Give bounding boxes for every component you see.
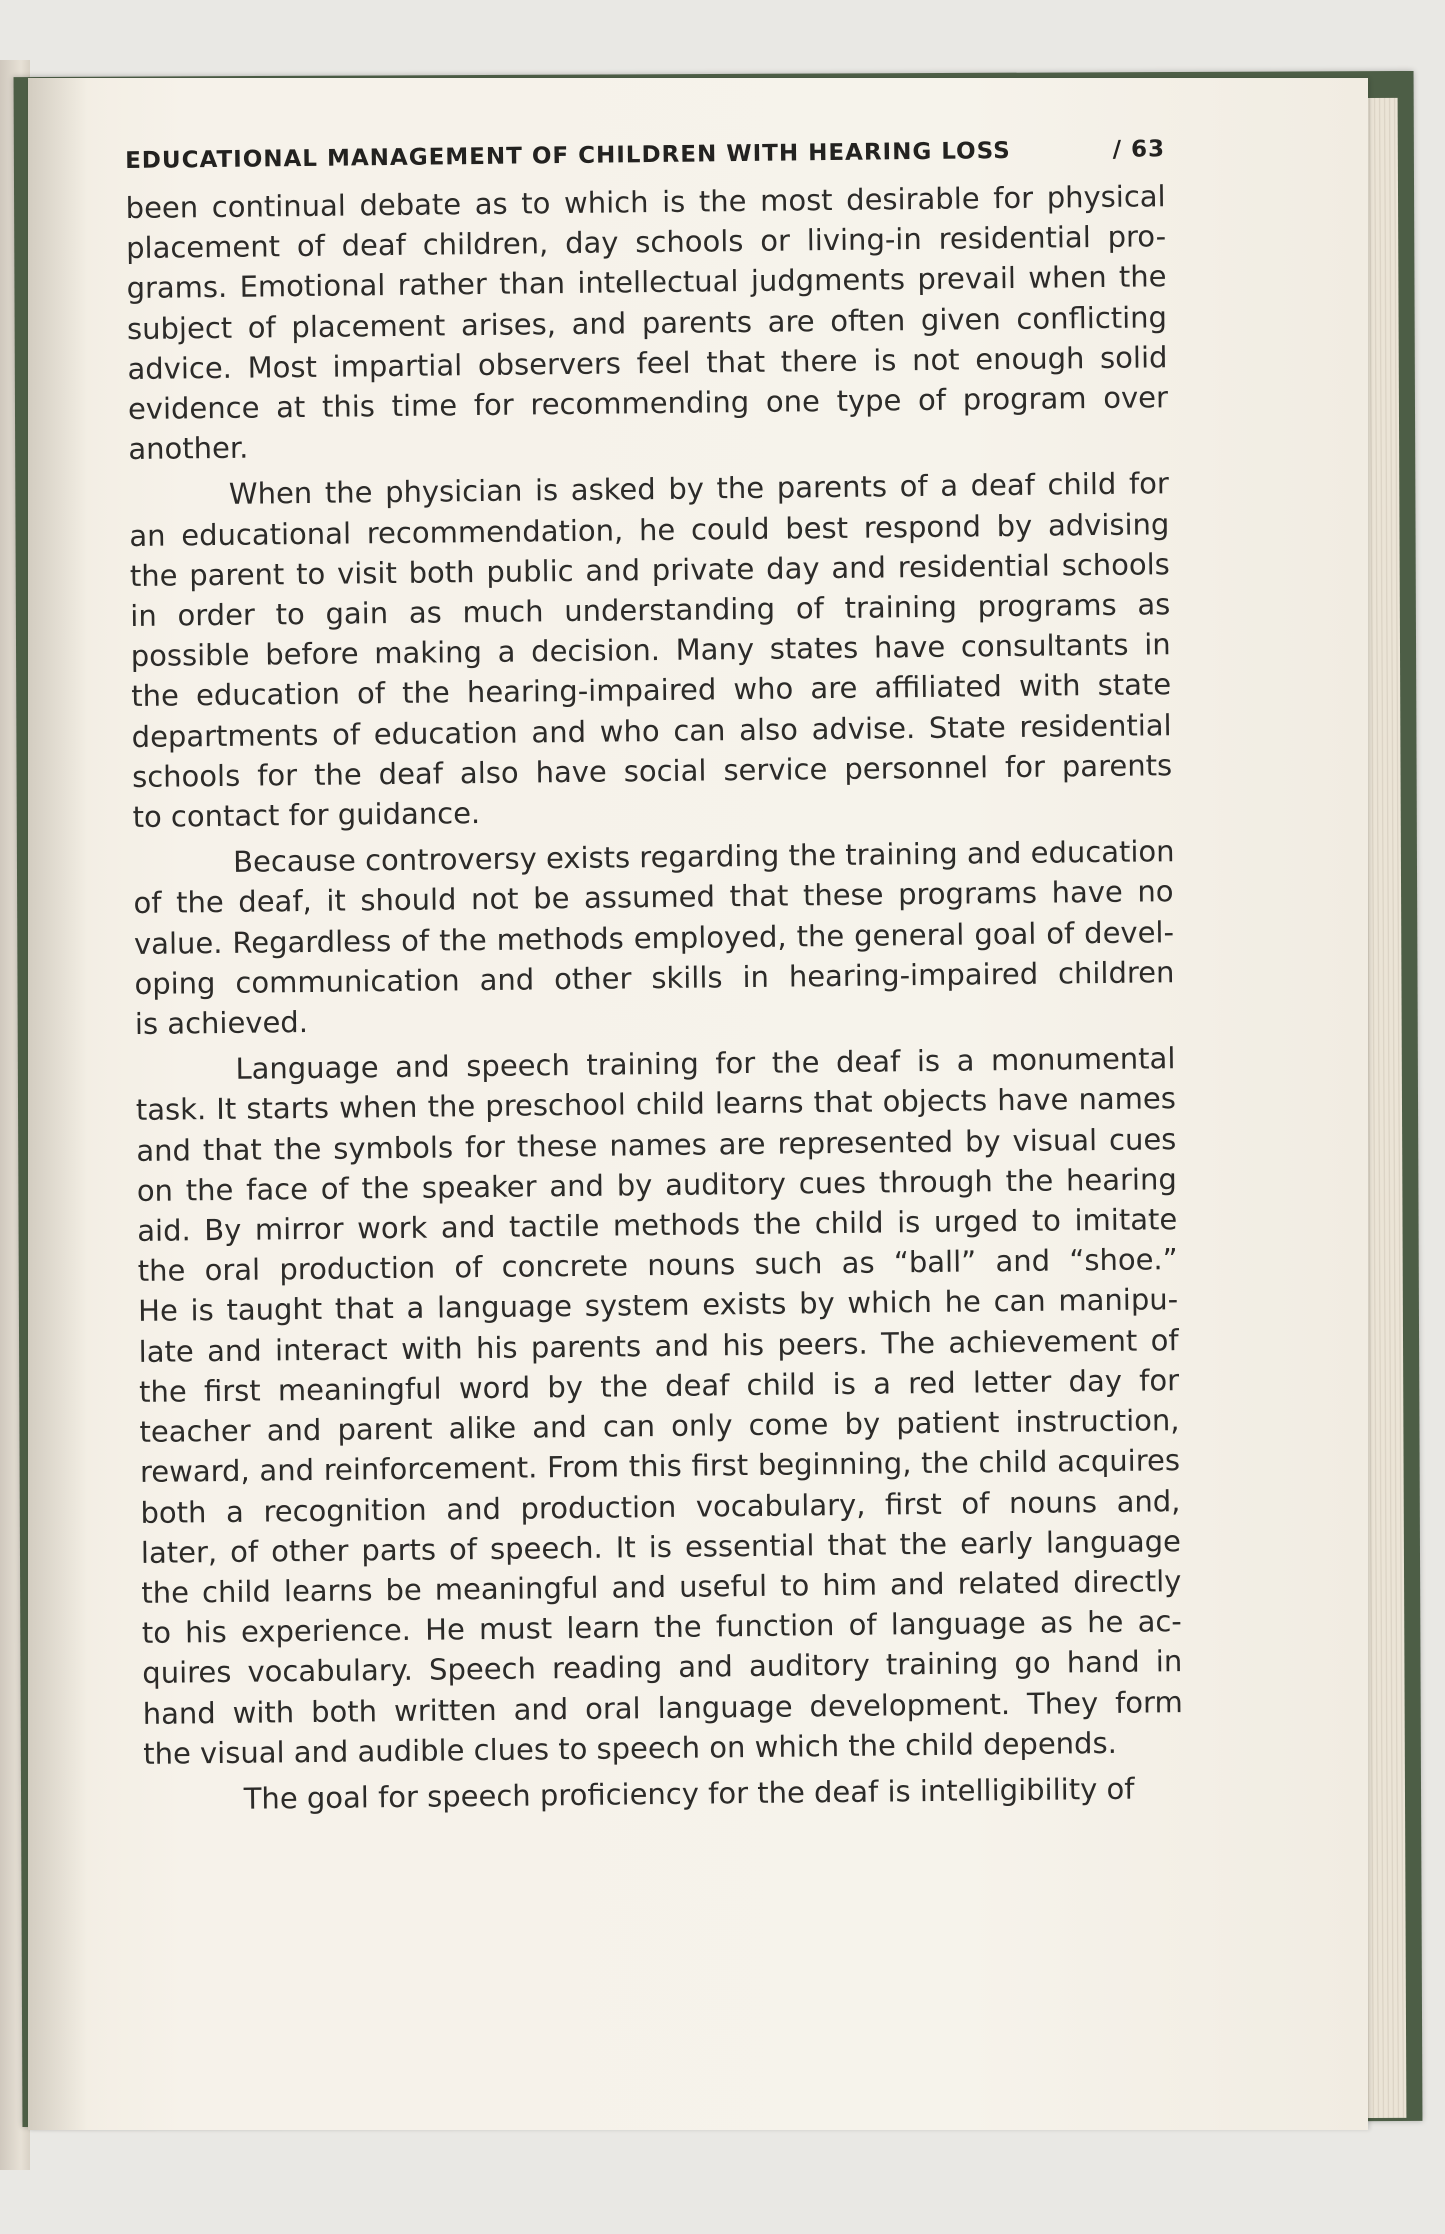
text-line: aid. By mirror work and tactile methods the child is urged to imitate (137, 1202, 1178, 1249)
gutter-shadow (28, 78, 88, 2130)
text-line: reward, and reinforcement. From this first beginning, the child acquires (139, 1443, 1181, 1490)
text-line: is achieved. (134, 1005, 309, 1042)
text-line: The goal for speech proficiency for the deaf is intelligibility of (243, 1771, 1135, 1816)
text-line: teacher and parent alike and can only come by patient instruction, (139, 1403, 1180, 1450)
text-line: an educational recommendation, he could best respond by advising (129, 506, 1170, 553)
text-line: hand with both written and oral language development. They form (142, 1684, 1183, 1731)
text-line: grams. Emotional rather than intellectual judgments prevail when the (126, 259, 1167, 306)
text-line: When the physician is asked by the parents of a deaf child for (228, 466, 1170, 512)
page-number: / 63 (1112, 136, 1166, 163)
text-line: another. (128, 430, 249, 467)
text-line: task. It starts when the preschool child learns that objects have names (135, 1081, 1177, 1128)
text-line: schools for the deaf also have social service personnel for parents (131, 748, 1173, 794)
text-line: quires vocabulary. Speech reading and auditory training go hand in (142, 1644, 1183, 1691)
text-line: on the face of the speaker and by auditory cues through the hearing (136, 1162, 1177, 1208)
text-line: late and interact with his parents and his peers. The achievement of (138, 1322, 1179, 1369)
text-line: the first meaningful word by the deaf child is a red letter day for (138, 1363, 1180, 1409)
text-line: the visual and audible clues to speech on which the child depends. (143, 1725, 1117, 1771)
text-line: departments of education and who can also advise. State residential (131, 707, 1172, 754)
text-line: the education of the hearing-impaired who are affiliated with state (131, 667, 1172, 714)
paragraph (125, 176, 1168, 469)
text-line: the oral production of concrete nouns such as “ball” and “shoe.” (137, 1242, 1178, 1289)
text-line: later, of other parts of speech. It is essential that the early language (140, 1523, 1182, 1570)
text-line: Because controversy exists regarding the training and education (232, 834, 1175, 880)
text-line: of the deaf, it should not be assumed that these programs have no (133, 874, 1174, 921)
text-line: placement of deaf children, day schools or living-in residential pro- (125, 219, 1167, 266)
text-line: the child learns be meaningful and useful to him and related directly (141, 1564, 1182, 1610)
text-line: oping communication and other skills in hearing-impaired children (134, 955, 1175, 1001)
text-line: possible before making a decision. Many states have consultants in (130, 627, 1171, 674)
text-line: in order to gain as much understanding of training programs as (130, 587, 1171, 634)
text-line: and that the symbols for these names are represented by visual cues (136, 1121, 1177, 1168)
page-text-block (125, 136, 1184, 1820)
text-line: both a recognition and production vocabulary, first of nouns and, (140, 1483, 1181, 1530)
body-text (125, 176, 1183, 1820)
paragraph (129, 464, 1173, 838)
text-line: been continual debate as to which is the most desirable for physical (125, 179, 1166, 225)
paragraph (135, 1038, 1183, 1773)
text-line: to his experience. He must learn the function of language as he ac- (141, 1604, 1182, 1651)
running-head-title: EDUCATIONAL MANAGEMENT OF CHILDREN WITH HEARING LOSS (125, 137, 1011, 174)
text-line: the parent to visit both public and private day and residential schools (129, 547, 1170, 593)
text-line: evidence at this time for recommending one type of program over (127, 380, 1169, 426)
text-line: advice. Most impartial observers feel that there is not enough solid (127, 340, 1168, 386)
text-line: value. Regardless of the methods employed, the general goal of devel- (133, 914, 1175, 961)
paragraph (133, 831, 1175, 1044)
text-line: Language and speech training for the deaf is a monumental (235, 1041, 1176, 1087)
text-line: subject of placement arises, and parents are often given conflicting (126, 299, 1168, 346)
text-line: to contact for guidance. (132, 796, 481, 835)
text-line: He is taught that a language system exists by which he can manipu- (138, 1282, 1179, 1329)
